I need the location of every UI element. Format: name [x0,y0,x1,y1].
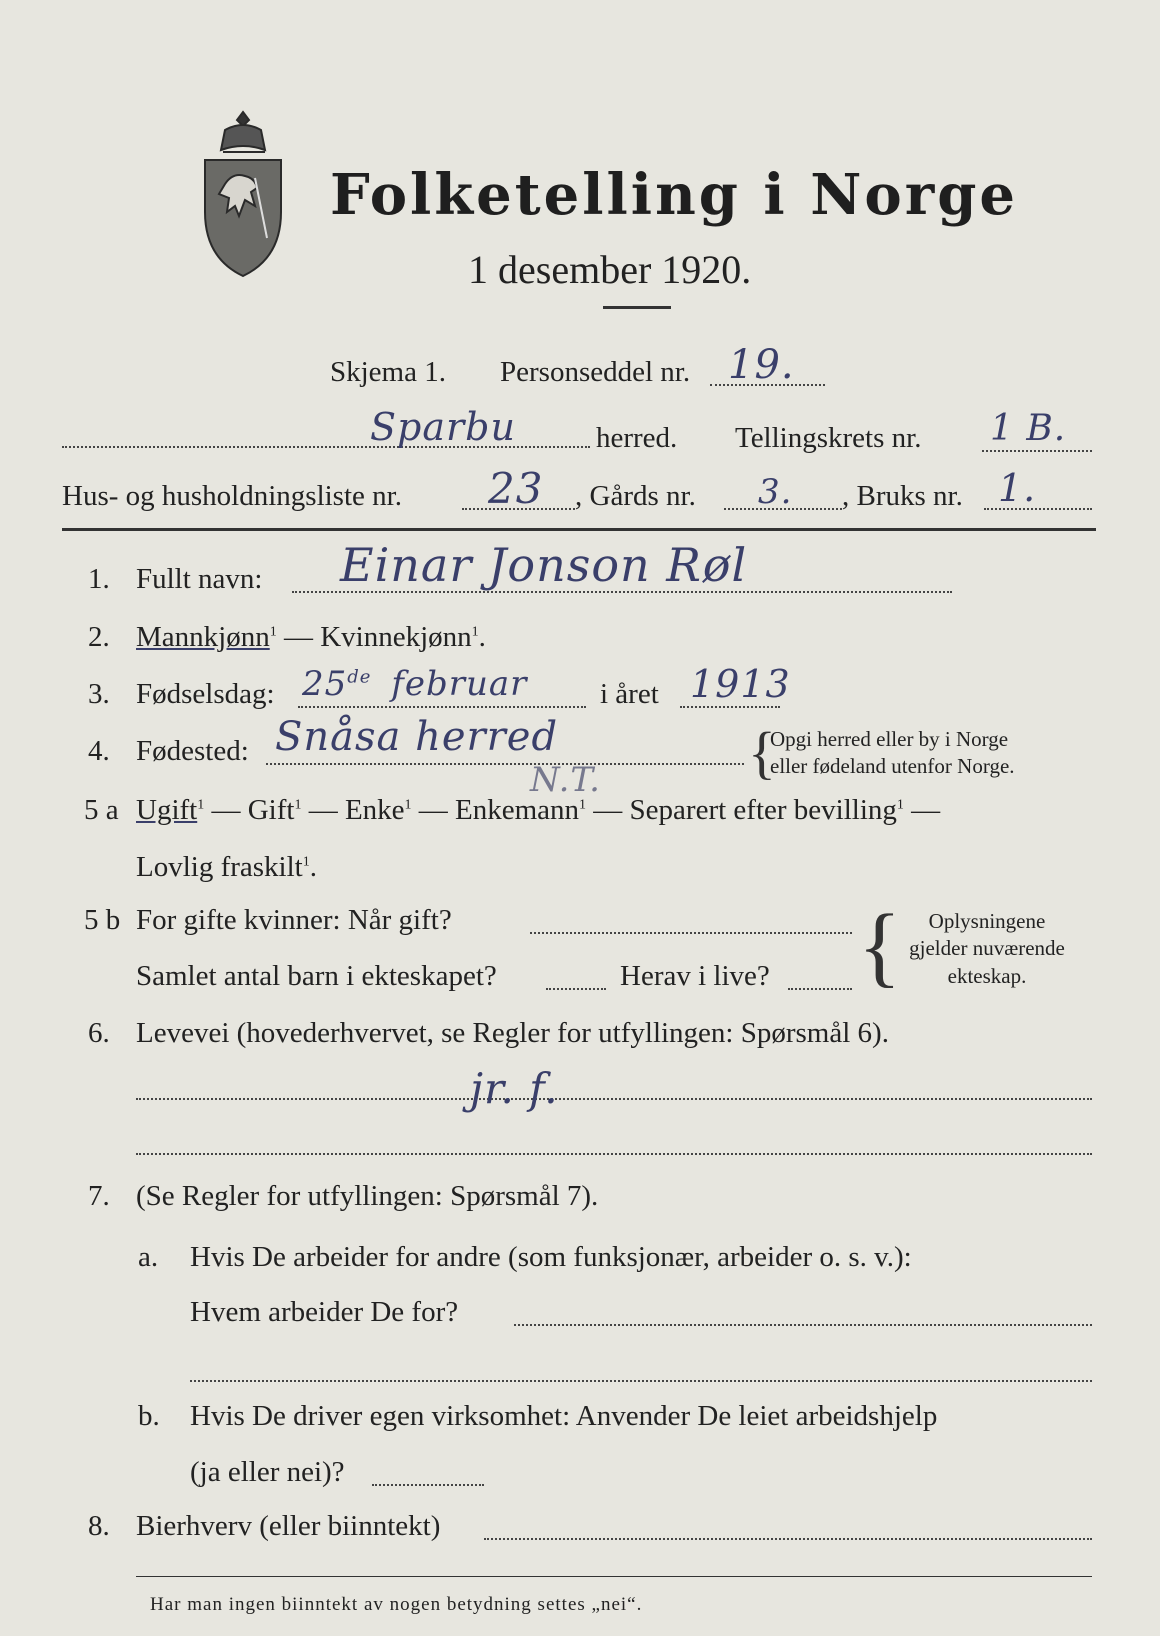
q1-label: Fullt navn: [136,563,263,595]
footnote-mark: 1 [579,797,587,813]
q6-number: 6. [88,1017,110,1049]
tellingskrets-label: Tellingskrets nr. [735,422,922,454]
q5a-separert-option[interactable]: — Separert efter bevilling [586,794,897,826]
personseddel-value: 19. [728,342,795,388]
tellingskrets-value: 1 B. [990,408,1067,449]
q5b-label3: Herav i live? [620,960,770,992]
q5b-note-line1: Oplysningene [928,909,1046,933]
q5a-options [136,796,940,825]
footnote-mark: 1 [471,624,479,640]
title-divider [603,306,671,309]
q4-value: Snåsa herred [275,714,559,760]
q7a-field-line2[interactable] [190,1380,1092,1382]
q7a-line2: Hvem arbeider De for? [190,1296,459,1328]
q4-marginal-mark: N.T. [530,760,601,800]
q1-value: Einar Jonson Røl [340,538,748,592]
norwegian-coat-of-arms-icon [195,108,291,280]
q2-number: 2. [88,621,110,653]
q5a-enke-option[interactable]: — Enke [301,794,405,826]
q4-note [770,726,1015,781]
q4-note-line1: Opgi herred eller by i Norge [770,727,1009,751]
q6-field-line1[interactable] [136,1098,1092,1100]
q7a-line1: Hvis De arbeider for andre (som funksjonær, arbeider o. s. v.): [190,1241,912,1273]
q6-label: Levevei (hovederhvervet, se Regler for utfyllingen: Spørsmål 6). [136,1017,889,1049]
q5b-note-line3: ekteskap. [947,963,1027,988]
personseddel-label: Personseddel nr. [500,356,691,388]
q5a-enkemann-option[interactable]: — Enkemann [411,794,580,826]
q3-label: Fødselsdag: [136,678,275,710]
herred-value: Sparbu [370,405,516,449]
q7b-line1: Hvis De driver egen virksomhet: Anvender De leiet arbeidshjelp [190,1400,938,1432]
q8-field[interactable] [484,1538,1092,1540]
q2-male-option[interactable]: Mannkjønn [136,621,270,653]
q5b-married-field[interactable] [530,932,852,934]
q4-label: Fødested: [136,735,249,767]
q5b-number: 5 b [84,904,121,936]
q7b-line2: (ja eller nei)? [190,1456,345,1488]
q3-month: februar [391,664,528,704]
q7a-number: a. [138,1241,159,1273]
q4-note-line2: eller fødeland utenfor Norge. [770,754,1015,779]
q7-label: (Se Regler for utfyllingen: Spørsmål 7). [136,1180,599,1212]
bruks-value: 1. [998,466,1037,510]
herred-label: herred. [596,422,678,454]
q5b-label1: For gifte kvinner: Når gift? [136,904,452,936]
q5a-ugift-option[interactable]: Ugift [136,794,198,826]
q3-year-label: i året [600,678,659,710]
footnote-mark: 1 [302,854,310,870]
q3-day-suffix: de [347,666,372,688]
q5b-alive-field[interactable] [788,988,852,990]
q6-field-line2[interactable] [136,1153,1092,1155]
q4-note-brace: { [748,720,776,785]
q1-number: 1. [88,563,110,595]
footnote-mark: 1 [404,797,412,813]
q2-options [136,623,486,652]
footnote-mark: 1 [269,624,277,640]
q7b-field[interactable] [372,1484,484,1486]
census-date: 1 desember 1920. [468,247,752,292]
hus-label: Hus- og husholdningsliste nr. [62,480,402,512]
footnote-mark: 1 [197,797,205,813]
tellingskrets-field[interactable] [982,450,1092,452]
q5a-line2 [136,853,317,882]
form-title: Folketelling i Norge [330,162,1019,228]
q5b-note-line2: gjelder nuværende [909,936,1065,961]
q7b-number: b. [138,1400,160,1432]
q5a-line2-end: . [309,851,317,883]
q3-day-value [302,664,527,704]
gaards-label: , Gårds nr. [575,480,696,512]
q8-label: Bierhverv (eller biinntekt) [136,1510,441,1542]
q5b-children-field[interactable] [546,988,606,990]
footnote-mark: 1 [896,797,904,813]
q3-year-value: 1913 [690,662,791,706]
q3-day-field[interactable] [298,706,586,708]
q5a-fraskilt-option[interactable]: Lovlig fraskilt [136,851,303,883]
q7-number: 7. [88,1180,110,1212]
q7a-field[interactable] [514,1324,1092,1326]
q5b-note [882,908,1092,990]
q5a-separator-end: — [903,794,941,826]
q2-end: . [478,621,486,653]
q4-field[interactable] [266,763,744,765]
q5b-note-brace: { [858,897,902,996]
q2-female-option[interactable]: Kvinnekjønn [320,621,472,653]
q8-field-line2 [136,1576,1092,1577]
q5a-gift-option[interactable]: — Gift [204,794,295,826]
gaards-value: 3. [758,472,793,512]
q5b-label2: Samlet antal barn i ekteskapet? [136,960,497,992]
hus-value: 23 [488,464,544,513]
q2-separator: — [276,621,321,653]
footer-note: Har man ingen biinntekt av nogen betydning settes „nei“. [150,1594,643,1615]
q5a-number: 5 a [84,794,119,826]
q3-number: 3. [88,678,110,710]
q4-number: 4. [88,735,110,767]
footnote-mark: 1 [294,797,302,813]
q8-number: 8. [88,1510,110,1542]
schema-label: Skjema 1. [330,356,446,388]
q6-value: jr. f. [470,1064,559,1113]
bruks-label: , Bruks nr. [842,480,963,512]
q3-year-field[interactable] [680,706,780,708]
q3-day: 25 [302,664,348,704]
header-divider [62,528,1096,531]
